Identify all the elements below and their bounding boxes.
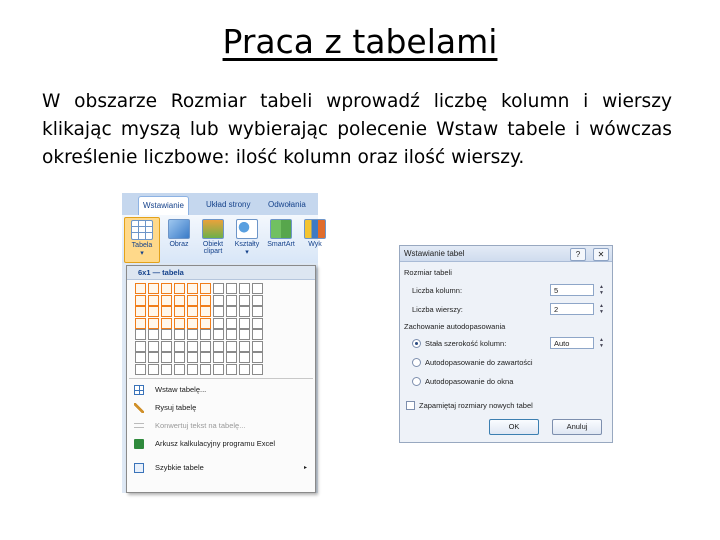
shapes-button-label: Kształty — [234, 241, 260, 248]
slide-title: Praca z tabelami — [222, 22, 498, 61]
columns-input[interactable]: 5 — [550, 284, 594, 296]
convert-icon — [134, 421, 144, 431]
menu-convert-text-label: Konwertuj tekst na tabelę... — [155, 421, 246, 430]
table-grid-cell[interactable] — [213, 364, 224, 375]
table-size-header: 6x1 — tabela — [127, 266, 315, 280]
menu-draw-table-label: Rysuj tabelę — [155, 403, 197, 412]
smartart-button[interactable] — [264, 217, 298, 261]
table-button-sub: ▾ — [140, 250, 144, 257]
table-grid-cell[interactable] — [200, 352, 211, 363]
rows-label: Liczba wierszy: — [412, 305, 463, 314]
fixed-width-label: Stała szerokość kolumn: — [425, 339, 507, 348]
table-grid-cell[interactable] — [213, 352, 224, 363]
table-grid-cell[interactable] — [200, 283, 211, 294]
menu-quick-tables[interactable] — [127, 460, 315, 476]
table-grid-cell[interactable] — [161, 364, 172, 375]
menu-insert-table[interactable] — [127, 382, 315, 398]
table-grid-cell[interactable] — [161, 283, 172, 294]
rows-input[interactable]: 2 — [550, 303, 594, 315]
picture-button[interactable] — [162, 217, 196, 261]
columns-spinner-icon[interactable]: ▲ ▼ — [599, 284, 604, 296]
table-grid-cell[interactable] — [187, 341, 198, 352]
table-grid-cell[interactable] — [226, 306, 237, 317]
table-grid-cell[interactable] — [200, 318, 211, 329]
table-grid-cell[interactable] — [226, 295, 237, 306]
table-grid-cell[interactable] — [252, 318, 263, 329]
remember-size-label: Zapamiętaj rozmiary nowych tabel — [419, 401, 533, 410]
table-grid-cell[interactable] — [187, 364, 198, 375]
close-button[interactable]: ✕ — [593, 248, 609, 261]
table-grid-cell[interactable] — [174, 329, 185, 340]
table-grid-cell[interactable] — [239, 352, 250, 363]
table-grid-cell[interactable] — [148, 352, 159, 363]
table-grid-cell[interactable] — [187, 295, 198, 306]
table-grid-cell[interactable] — [226, 283, 237, 294]
shapes-button-sub: ▾ — [245, 249, 249, 256]
table-grid-cell[interactable] — [135, 364, 146, 375]
table-grid-cell[interactable] — [226, 341, 237, 352]
table-grid-cell[interactable] — [174, 283, 185, 294]
table-grid-cell[interactable] — [135, 329, 146, 340]
menu-insert-table-label: Wstaw tabelę... — [155, 385, 207, 394]
table-grid-cell[interactable] — [200, 364, 211, 375]
table-grid-cell[interactable] — [213, 283, 224, 294]
table-grid-cell[interactable] — [161, 341, 172, 352]
table-grid-cell[interactable] — [135, 318, 146, 329]
table-grid-cell[interactable] — [213, 329, 224, 340]
table-grid-cell[interactable] — [174, 341, 185, 352]
submenu-arrow-icon: ▸ — [303, 465, 307, 471]
table-grid-cell[interactable] — [148, 283, 159, 294]
shapes-icon — [236, 219, 258, 239]
table-button[interactable] — [124, 217, 160, 263]
table-grid-cell[interactable] — [161, 352, 172, 363]
table-grid-cell[interactable] — [239, 306, 250, 317]
tab-insert[interactable]: Wstawianie — [138, 196, 189, 215]
table-grid-cell[interactable] — [135, 341, 146, 352]
excel-icon — [134, 439, 144, 449]
table-grid-cell[interactable] — [239, 283, 250, 294]
clipart-button[interactable] — [196, 217, 230, 261]
table-grid-cell[interactable] — [200, 295, 211, 306]
table-grid-cell[interactable] — [226, 364, 237, 375]
table-grid-cell[interactable] — [252, 364, 263, 375]
chart-button[interactable] — [298, 217, 332, 261]
autofit-contents-label: Autodopasowanie do zawartości — [425, 358, 533, 367]
columns-label: Liczba kolumn: — [412, 286, 463, 295]
table-grid-cell[interactable] — [252, 283, 263, 294]
table-grid-cell[interactable] — [213, 341, 224, 352]
table-icon — [131, 220, 153, 240]
table-grid-cell[interactable] — [161, 318, 172, 329]
table-grid-cell[interactable] — [239, 364, 250, 375]
insert-table-dialog — [399, 245, 613, 443]
menu-excel-sheet-label: Arkusz kalkulacyjny programu Excel — [155, 439, 276, 448]
word-ribbon-screenshot — [122, 193, 322, 493]
shapes-button[interactable] — [230, 217, 264, 261]
insert-table-icon — [134, 385, 144, 395]
table-grid-cell[interactable] — [252, 306, 263, 317]
table-grid-cell[interactable] — [213, 318, 224, 329]
remember-size-checkbox[interactable] — [406, 401, 415, 410]
table-grid-cell[interactable] — [174, 352, 185, 363]
table-grid-cell[interactable] — [161, 329, 172, 340]
autofit-window-radio[interactable] — [412, 377, 421, 386]
ribbon-body — [122, 215, 322, 263]
table-grid-cell[interactable] — [187, 318, 198, 329]
table-grid-cell[interactable] — [135, 295, 146, 306]
table-grid-cell[interactable] — [148, 295, 159, 306]
table-grid-cell[interactable] — [239, 318, 250, 329]
table-grid-cell[interactable] — [174, 306, 185, 317]
table-grid-cell[interactable] — [135, 306, 146, 317]
table-grid-cell[interactable] — [239, 295, 250, 306]
table-grid-cell[interactable] — [252, 341, 263, 352]
chart-button-label: Wyk — [308, 241, 322, 248]
table-grid-cell[interactable] — [148, 306, 159, 317]
menu-divider — [129, 378, 313, 379]
rows-spinner-icon[interactable]: ▲ ▼ — [599, 303, 604, 315]
autofit-contents-radio[interactable] — [412, 358, 421, 367]
table-grid-cell[interactable] — [213, 295, 224, 306]
menu-excel-sheet[interactable] — [127, 436, 315, 452]
autofit-section-label: Zachowanie autodopasowania — [404, 322, 506, 331]
slide-body-text: W obszarze Rozmiar tabeli wprowadź liczbę kolumn i wierszy klikając myszą lub wybierając polecenie Wstaw tabele i wówczas określenie liczbowe: ilość kolumn oraz ilość wierszy. — [42, 91, 672, 168]
table-grid-cell[interactable] — [213, 306, 224, 317]
chart-icon — [304, 219, 326, 239]
cancel-button[interactable]: Anuluj — [552, 419, 602, 435]
table-grid-cell[interactable] — [252, 352, 263, 363]
dialog-title: Wstawianie tabel — [400, 246, 612, 262]
fixed-width-spinner-icon[interactable]: ▲ ▼ — [599, 337, 604, 349]
table-grid-cell[interactable] — [200, 341, 211, 352]
table-grid-cell[interactable] — [187, 283, 198, 294]
menu-quick-tables-label: Szybkie tabele — [155, 463, 204, 472]
table-button-label: Tabela — [131, 242, 153, 249]
table-grid-cell[interactable] — [161, 306, 172, 317]
table-grid-cell[interactable] — [161, 295, 172, 306]
table-grid-cell[interactable] — [174, 364, 185, 375]
table-grid-cell[interactable] — [148, 341, 159, 352]
table-grid-cell[interactable] — [148, 318, 159, 329]
table-grid-cell[interactable] — [200, 306, 211, 317]
table-grid-cell[interactable] — [226, 352, 237, 363]
table-grid-cell[interactable] — [239, 329, 250, 340]
table-grid-cell[interactable] — [174, 318, 185, 329]
fixed-width-input[interactable]: Auto — [550, 337, 594, 349]
table-grid-cell[interactable] — [187, 352, 198, 363]
autofit-window-label: Autodopasowanie do okna — [425, 377, 514, 386]
quick-tables-icon — [134, 463, 144, 473]
table-grid-cell[interactable] — [226, 329, 237, 340]
table-grid-cell[interactable] — [174, 295, 185, 306]
clipart-button-label: Obiekt — [202, 241, 224, 248]
ok-button[interactable]: OK — [489, 419, 539, 435]
clipart-icon — [202, 219, 224, 239]
size-section-label: Rozmiar tabeli — [404, 268, 452, 277]
ribbon-tabs — [122, 193, 318, 216]
table-grid-cell[interactable] — [200, 329, 211, 340]
table-grid-cell[interactable] — [135, 283, 146, 294]
picture-button-label: Obraz — [169, 241, 189, 248]
menu-convert-text — [127, 418, 315, 434]
table-grid-cell[interactable] — [252, 329, 263, 340]
smartart-icon — [270, 219, 292, 239]
table-grid-cell[interactable] — [187, 306, 198, 317]
smartart-button-label: SmartArt — [267, 241, 295, 248]
table-grid-cell[interactable] — [239, 341, 250, 352]
help-button[interactable]: ? — [570, 248, 586, 261]
fixed-width-radio[interactable] — [412, 339, 421, 348]
table-grid-cell[interactable] — [226, 318, 237, 329]
menu-draw-table[interactable] — [127, 400, 315, 416]
tab-references[interactable]: Odwołania — [268, 200, 306, 209]
table-dropdown-menu — [126, 265, 316, 493]
table-grid-cell[interactable] — [148, 364, 159, 375]
table-grid-cell[interactable] — [148, 329, 159, 340]
table-grid-cell[interactable] — [187, 329, 198, 340]
picture-icon — [168, 219, 190, 239]
pencil-icon — [134, 403, 144, 413]
table-grid-cell[interactable] — [252, 295, 263, 306]
tab-page-layout[interactable]: Układ strony — [206, 200, 251, 209]
clipart-button-sub: clipart — [203, 248, 223, 255]
table-grid-cell[interactable] — [135, 352, 146, 363]
